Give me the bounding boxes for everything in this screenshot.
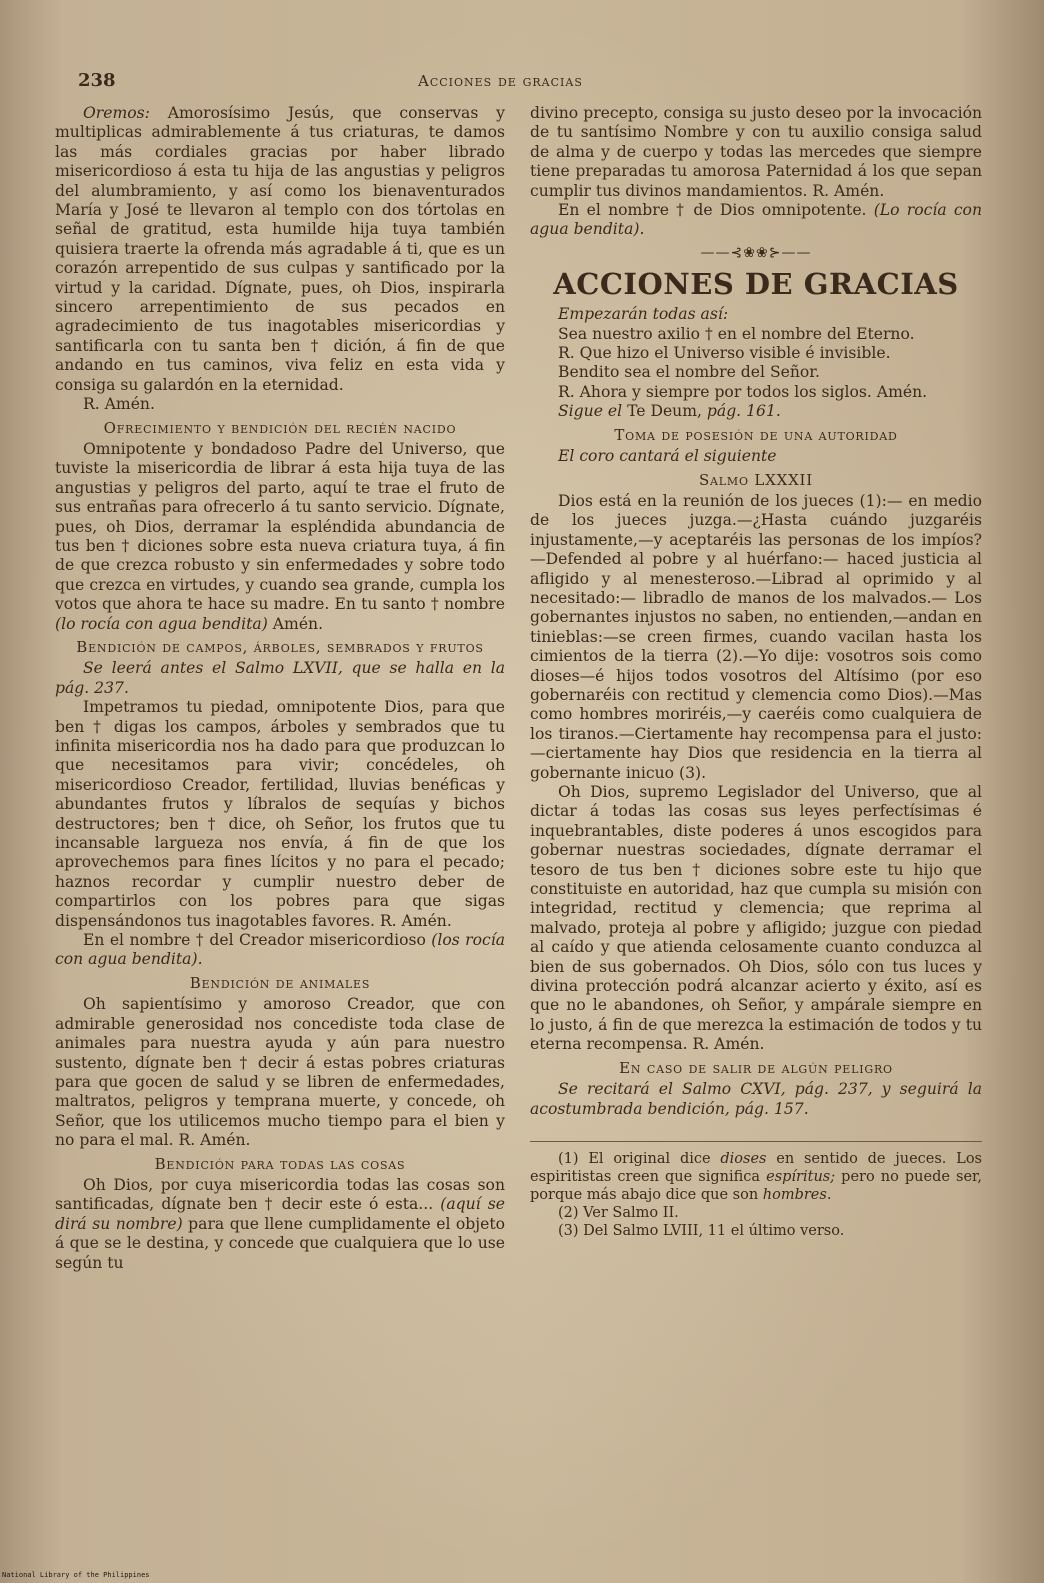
versicle-1: Sea nuestro axilio † en el nombre del Eterno.	[558, 324, 915, 343]
page-number: 238	[78, 70, 116, 91]
campos-instruction: Se leerá antes el Salmo LXVII, que se halla en la pág. 237.	[55, 659, 505, 697]
oremos-text: Amorosísimo Jesús, que conservas y multiplicas admirablemente á tus criaturas, te damos las más cordiales gracias por haber librado misericordioso á esta tu hija de las angustias y peligros del alumbramiento, y así como los bienaventurados María y José te llevaron al templo con dos tórtolas en señal de gratitud, esta humilde hija tuya también quisiera traerte la ofrenda más agradable á ti, que es un corazón arrepentido de sus culpas y santificado por la virtud y la caridad. Dígnate, pues, oh Dios, inspirarla sincero arrepentimiento de sus pecados en agradecimiento de tus inagotables misericordias y santificarla con tu santa ben † dición, á fin de que andando en tus caminos, viva feliz en esta vida y consiga su galardón en la eternidad.	[55, 104, 505, 394]
versicle-3: Bendito sea el nombre del Señor.	[558, 363, 821, 382]
chapter-title: ACCIONES DE GRACIAS	[553, 267, 959, 302]
library-credit: National Library of the Philippines	[2, 1571, 150, 1579]
cosas-rest: para que llene cumplidamente el objeto á que se le destina, y concede que cualquiera que lo use según tu	[55, 1214, 505, 1272]
psalm-text: Dios está en la reunión de los jueces (1):— en medio de los jueces juzga.—¿Hasta cuándo juzgaréis injustamente,—y aceptaréis las personas de los impíos?—Defended al pobre y al huérfano:— haced justicia al afligido y al menesteroso.—Librad al oprimido y al necesitado:— libradlo de manos de los malvados.— Los gobernantes injustos no saben, no entienden,—andan en tinieblas:—se creen firmes, cuando vacilan hasta los cimientos de la tierra (2).—Yo dije: vosotros sois como dioses—é hijos todos vosotros del Altísimo (por eso gobernaréis con rectitud y clemencia como Dios).—Mas como hombres moriréis,—y caeréis como cualquiera de los tiranos.—Ciertamente hay recompensa para el justo:—ciertamente hay Dios que residencia en la tierra al gobernante inicuo (3).	[530, 491, 982, 782]
cosas-text: Oh Dios, por cuya misericordia todas las cosas son santificadas, dígnate ben † decir este ó esta...	[55, 1175, 505, 1214]
running-head: Acciones de gracias	[418, 72, 583, 90]
nombre-text: En el nombre † de Dios omnipotente.	[558, 201, 874, 220]
ofrecimiento-amen: Amén.	[267, 614, 324, 633]
cosas-rubric: (aquí se dirá su nombre)	[55, 1195, 505, 1233]
peligro-instruction: Se recitará el Salmo CXVI, pág. 237, y seguirá la acostumbrada bendición, pág. 157.	[530, 1080, 982, 1118]
section-heading-cosas: Bendición para todas las cosas	[154, 1154, 406, 1173]
versicle-2: R. Que hizo el Universo visible é invisible.	[558, 344, 891, 363]
tedeum-sigue: Sigue el	[558, 402, 623, 421]
footnote-2: (2) Ver Salmo II.	[558, 1204, 679, 1221]
footnote-1	[530, 1150, 982, 1204]
right-column	[530, 104, 982, 1240]
section-heading-toma: Toma de posesión de una autoridad	[614, 425, 898, 444]
paragraph-cosas	[55, 1176, 505, 1273]
footnote-1-e: pero no puede ser, porque más abajo dice que son	[530, 1168, 982, 1203]
section-heading-ofrecimiento: Ofrecimiento y bendición del recién nacido	[103, 418, 457, 437]
paragraph-nombre	[530, 201, 982, 240]
tedeum-name: Te Deum,	[622, 402, 707, 421]
footnote-1-a: (1) El original dice	[558, 1150, 721, 1167]
footnotes	[530, 1141, 982, 1240]
versicle-4: R. Ahora y siempre por todos los siglos. Amén.	[558, 382, 928, 401]
footnote-1-f: hombres.	[762, 1186, 832, 1203]
intro-instruction: Empezarán todas así:	[558, 305, 729, 324]
toma-instruction: El coro cantará el siguiente	[558, 447, 777, 466]
footnote-1-c: en sentido de jueces. Los espiritistas creen que significa	[530, 1150, 982, 1185]
prayer-oremos	[55, 104, 505, 395]
tedeum-page: pág. 161.	[706, 402, 781, 421]
paragraph-campos: Impetramos tu piedad, omnipotente Dios, para que ben † digas los campos, árboles y sembrados que tu infinita misericordia nos ha dado para que produzcan lo que necesitamos para vivir; concédeles, oh misericordioso Creador, fertilidad, lluvias benéficas y abundantes frutos y líbralos de sequías y bichos destructores; ben † dice, oh Señor, los frutos que tu incansable largueza nos envía, á fin de que los aprovechemos para fines lícitos y no para el pecado; haznos recordar y cumplir nuestro deber de compartirlos con los pobres para que sigas dispensándonos tus inagotables favores. R. Amén.	[55, 698, 505, 930]
campos-nombre-text: En el nombre † del Creador misericordioso	[83, 931, 432, 950]
paragraph-campos-nombre	[55, 931, 505, 970]
psalm-heading: Salmo LXXXII	[698, 470, 814, 489]
nombre-rubric: (Lo rocía con agua bendita).	[530, 201, 982, 239]
left-column	[55, 104, 505, 1273]
footnote-3: (3) Del Salmo LVIII, 11 el último verso.	[558, 1222, 845, 1239]
paragraph-continuation: divino precepto, consiga su justo deseo por la invocación de tu santísimo Nombre y con tu auxilio consiga salud de alma y de cuerpo y todas las mercedes que siempre tiene preparadas tu amorosa Paternidad á los que sepan cumplir tus divinos mandamientos. R. Amén.	[530, 104, 982, 200]
section-heading-animales: Bendición de animales	[189, 973, 371, 992]
amen-response: R. Amén.	[83, 395, 155, 414]
paragraph-legislador: Oh Dios, supremo Legislador del Universo, que al dictar á todas las cosas sus leyes perfectísimas é inquebrantables, diste poderes á unos escogidos para gobernar nuestras sociedades, dígnate derramar el tesoro de tus ben † diciones sobre este tu hijo que constituiste en autoridad, haz que cumpla su misión con integridad, rectitud y clemencia; que reprima al malvado, proteja al pobre y afligido; juzgue con piedad al caído y que atienda celosamente cuanto conduzca al bien de sus gobernados. Oh Dios, sólo con tus luces y divina protección podrá alcanzar acierto y éxito, así es que no le abandones, oh Señor, y ampárale siempre en lo justo, á fin de que merezca la estimación de todos y tu eterna recompensa. R. Amén.	[530, 783, 982, 1054]
footnote-1-d: espíritus;	[766, 1168, 836, 1185]
footnote-1-b: dioses	[720, 1150, 767, 1167]
oremos-label: Oremos:	[83, 104, 150, 122]
section-heading-peligro: En caso de salir de algún peligro	[619, 1058, 893, 1077]
page-header	[78, 70, 998, 96]
ofrecimiento-text: Omnipotente y bondadoso Padre del Universo, que tuviste la misericordia de librar á esta hija tuya de las angustias y peligros del parto, aquí te trae el fruto de sus entrañas para ofrecerlo á tu santo servicio. Dígnate, pues, oh Dios, derramar la espléndida abundancia de tus ben † diciones sobre esta nueva criatura tuya, á fin de que crezca robusto y sin enfermedades y sobre todo que crezca en virtudes, y cuando sea grande, cumpla los votos que ahora te hace su madre. En tu santo † nombre	[55, 439, 505, 614]
paragraph-ofrecimiento	[55, 440, 505, 634]
ofrecimiento-rubric: (lo rocía con agua bendita)	[55, 614, 268, 633]
campos-rubric: (los rocía con agua bendita).	[55, 931, 505, 969]
tedeum-instruction	[530, 402, 982, 421]
ornament-divider: ——⊰❀❀⊱——	[700, 244, 812, 261]
section-heading-campos: Bendición de campos, árboles, sembrados y frutos	[76, 637, 484, 656]
paragraph-animales: Oh sapientísimo y amoroso Creador, que con admirable generosidad nos concediste toda clase de animales para nuestra ayuda y aún para nuestro sustento, dígnate ben † decir á estas pobres criaturas para que gocen de salud y se libren de enfermedades, maltratos, peligros y temprana muerte, y concede, oh Señor, que los utilicemos mucho tiempo para el bien y no para el mal. R. Amén.	[55, 995, 505, 1150]
